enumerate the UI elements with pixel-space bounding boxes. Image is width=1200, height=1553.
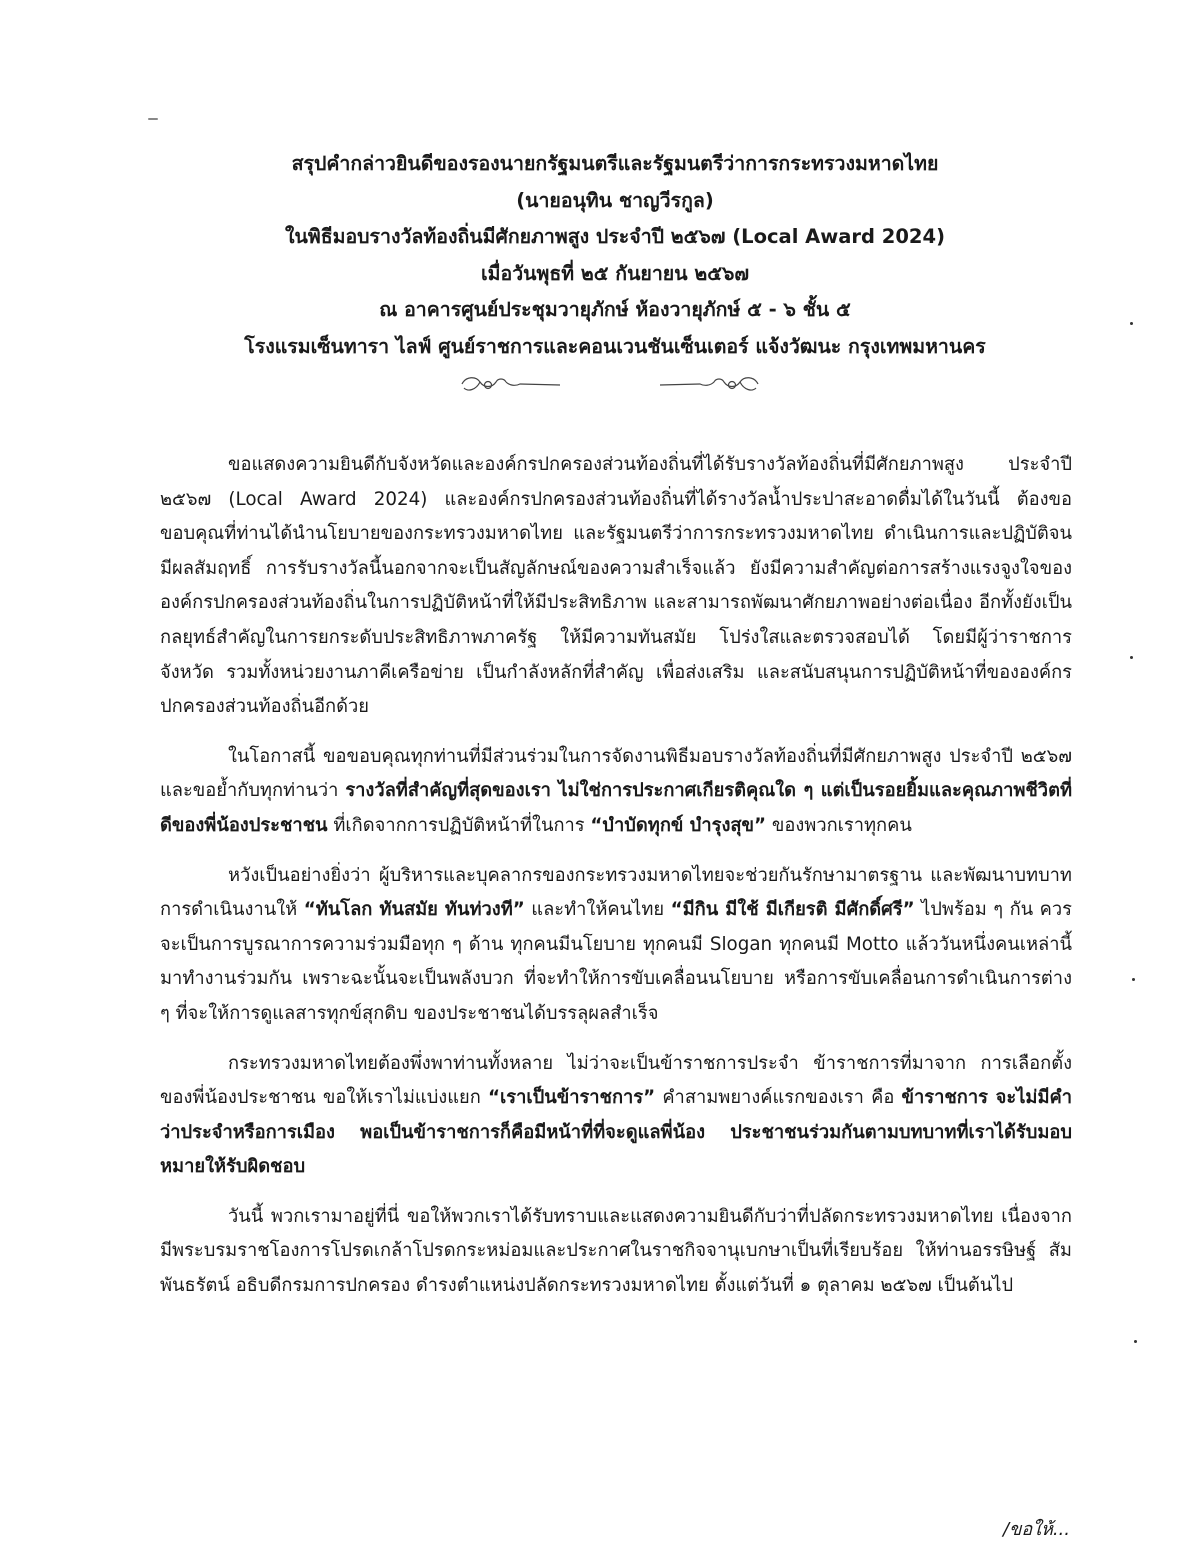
paragraph-text: วันนี้ พวกเรามาอยู่ที่นี่ ขอให้พวกเราได้รับทราบและแสดงความยินดีกับว่าที่ปลัดกระทรวงมหาดไทย เนื่องจากมีพระบรมราชโองการโปรดเกล้าโปรดกระหม่อมและประกาศในราชกิจจานุเบกษาเป็นที่เรียบร้อย ให้ท่านอรรษิษฐ์ สัมพันธรัตน์ อธิบดีกรมการปกครอง ดำรงตำแหน่งปลัดกระทรวงมหาดไทย ตั้งแต่วันที่ ๑ ตุลาคม ๒๕๖๗ เป็นต้นไป [160, 1205, 1072, 1297]
document-header [150, 146, 1080, 365]
paragraph-text: กระทรวงมหาดไทยต้องพึ่งพาท่านทั้งหลาย ไม่ว่าจะเป็นข้าราชการประจำ ข้าราชการที่มาจาก การเลือกตั้งของพี่น้องประชาชน ขอให้เราไม่แบ่งแยก [160, 1052, 1072, 1109]
paragraph-congratulations [160, 448, 1072, 725]
header-title-line: สรุปคำกล่าวยินดีของรองนายกรัฐมนตรีและรัฐมนตรีว่าการกระทรวงมหาดไทย [291, 152, 939, 175]
paragraph-text: ของพวกเราทุกคน [766, 814, 912, 836]
paragraph-text: คำสามพยางค์แรกของเรา คือ [655, 1087, 902, 1109]
paragraph-hope [160, 859, 1072, 1032]
paragraph-text: ขอแสดงความยินดีกับจังหวัดและองค์กรปกครองส่วนท้องถิ่นที่ได้รับรางวัลท้องถิ่นที่มีศักยภาพสูง ประจำปี ๒๕๖๗ (Local Award 2024) และองค์กรปกครองส่วนท้องถิ่นที่ได้รางวัลน้ำประปาสะอาดดื่มได้ในวันนี้ ต้องขอขอบคุณที่ท่านได้นำนโยบายของกระทรวงมหาดไทย และรัฐมนตรีว่าการกระทรวงมหาดไทย ดำเนินการและปฏิบัติจนมีผลสัมฤทธิ์ การรับรางวัลนี้นอกจากจะเป็นสัญลักษณ์ของความสำเร็จแล้ว ยังมีความสำคัญต่อการสร้างแรงจูงใจขององค์กรปกครองส่วนท้องถิ่นในการปฏิบัติหน้าที่ให้มีประสิทธิภาพ และสามารถพัฒนาศักยภาพอย่างต่อเนื่อง อีกทั้งยังเป็นกลยุทธ์สำคัญในการยกระดับประสิทธิภาพภาครัฐ ให้มีความทันสมัย โปร่งใสและตรวจสอบได้ โดยมีผู้ว่าราชการจังหวัด รวมทั้งหน่วยงานภาคีเครือข่าย เป็นกำลังหลักที่สำคัญ เพื่อส่งเสริม และสนับสนุนการปฏิบัติหน้าที่ขององค์กรปกครองส่วนท้องถิ่นอีกด้วย [160, 454, 1072, 718]
paragraph-announcement [160, 1200, 1072, 1304]
emphasis-text: ข้าราชการ จะไม่มีคำว่าประจำหรือการเมือง พอเป็นข้าราชการก็คือมีหน้าที่ที่จะดูแลพี่น้อง ประชาชนร่วมกันตามบทบาทที่เราได้รับมอบหมายให้รับผิดชอบ [160, 1087, 1073, 1178]
header-venue-hotel: โรงแรมเซ็นทารา ไลฟ์ ศูนย์ราชการและคอนเวนชันเซ็นเตอร์ แจ้งวัฒนะ กรุงเทพมหานคร [244, 334, 986, 358]
paragraph-text: ไปพร้อม ๆ กัน ควรจะเป็นการบูรณาการความร่วมมือทุก ๆ ด้าน ทุกคนมีนโยบาย ทุกคนมี Slogan ทุกคนมี Motto แล้ววันหนึ่งคนเหล่านี้มาทำงานร่วมกัน เพราะฉะนั้นจะเป็นพลังบวก ที่จะทำให้การขับเคลื่อนนโยบาย หรือการขับเคลื่อนการดำเนินการต่าง ๆ ที่จะให้การดูแลสารทุกข์สุกดิบ ของประชาชนได้บรรลุผลสำเร็จ [160, 899, 1072, 1024]
emphasis-quote: “มีกิน มีใช้ มีเกียรติ มีศักดิ์ศรี” [670, 899, 915, 921]
emphasis-quote: “บำบัดทุกข์ บำรุงสุข” [590, 814, 767, 836]
paragraph-text: ที่เกิดจากการปฏิบัติหน้าที่ในการ [327, 814, 591, 836]
paragraph-text: ในโอกาสนี้ ขอขอบคุณทุกท่านที่มีส่วนร่วมในการจัดงานพิธีมอบรางวัลท้องถิ่นที่มีศักยภาพสูง ประจำปี ๒๕๖๗ และขอย้ำกับทุกท่านว่า [160, 745, 1072, 802]
paragraph-text: และทำให้คนไทย [524, 899, 671, 921]
scan-speck [1132, 978, 1135, 981]
scan-speck [1130, 656, 1133, 659]
header-speaker-name: (นายอนุทิน ชาญวีรกูล) [516, 188, 714, 212]
header-event-date: เมื่อวันพุธที่ ๒๕ กันยายน ๒๕๖๗ [480, 261, 750, 285]
header-venue-room: ณ อาคารศูนย์ประชุมวายุภักษ์ ห้องวายุภักษ์ ๕ - ๖ ชั้น ๕ [379, 298, 851, 321]
scan-speck [148, 118, 158, 120]
paragraph-gratitude [160, 740, 1072, 844]
decorative-divider-ornament [440, 370, 780, 400]
scan-speck [1130, 322, 1133, 325]
paragraph-text: หวังเป็นอย่างยิ่งว่า ผู้บริหารและบุคลากรของกระทรวงมหาดไทยจะช่วยกันรักษามาตรฐาน และพัฒนาบทบาทการดำเนินงานให้ [160, 864, 1072, 921]
emphasis-text: รางวัลที่สำคัญที่สุดของเรา ไม่ใช่การประกาศเกียรติคุณใด ๆ แต่เป็นรอยยิ้มและคุณภาพชีวิตที่ดีของพี่น้องประชาชน [160, 780, 1072, 836]
header-event-name: ในพิธีมอบรางวัลท้องถิ่นมีศักยภาพสูง ประจำปี ๒๕๖๗ (Local Award 2024) [284, 225, 945, 248]
document-body [160, 448, 1072, 1319]
page-continuation-marker: /ขอให้... [1003, 1519, 1070, 1540]
emphasis-quote: “ทันโลก ทันสมัย ทันท่วงที” [303, 899, 525, 921]
scan-speck [1134, 1340, 1137, 1343]
emphasis-quote: “เราเป็นข้าราชการ” [488, 1087, 656, 1109]
paragraph-civil-servants [160, 1047, 1072, 1185]
